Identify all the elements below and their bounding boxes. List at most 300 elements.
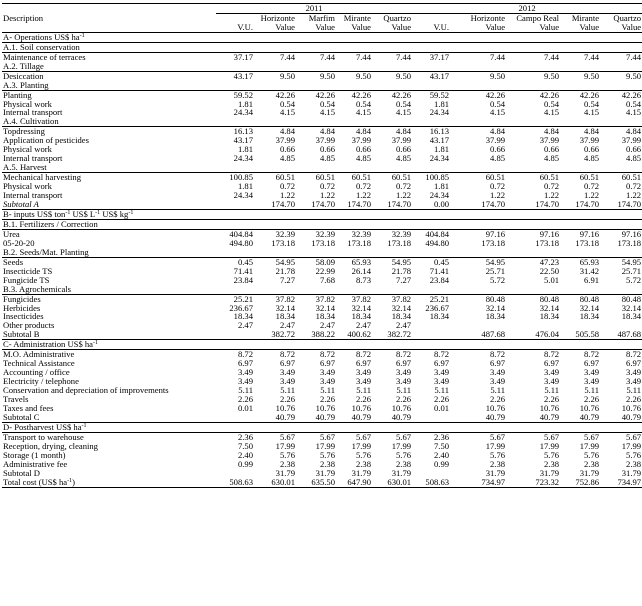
value-cell: 5.76 <box>279 449 295 460</box>
value-cell: 4.15 <box>396 107 412 118</box>
value-cell: 0.54 <box>626 98 642 109</box>
value-cell: 174.70 <box>535 199 560 210</box>
value-cell: 25.71 <box>485 265 506 276</box>
value-cell: 37.99 <box>485 135 506 146</box>
value-cell: 5.72 <box>490 274 506 285</box>
value-cell: 4.84 <box>396 126 412 137</box>
value-cell: 0.66 <box>490 144 506 155</box>
value-cell: 3.49 <box>355 367 371 378</box>
value-cell: 58.09 <box>315 256 335 267</box>
value-cell: 0.99 <box>237 458 253 469</box>
value-cell: 4.85 <box>396 153 412 164</box>
value-cell: 43.17 <box>233 70 253 81</box>
value-cell: 630.01 <box>372 478 412 487</box>
value-cell: 18.34 <box>621 311 642 322</box>
value-cell: 2.40 <box>237 449 253 460</box>
value-cell: 4.85 <box>490 153 506 164</box>
value-cell: 7.44 <box>396 51 412 62</box>
value-cell: 54.95 <box>275 256 295 267</box>
value-cell: 0.54 <box>544 98 560 109</box>
value-cell: 3.49 <box>279 376 295 387</box>
value-cell: 24.34 <box>233 153 253 164</box>
value-cell: 7.50 <box>434 440 450 451</box>
value-cell: 2.47 <box>319 320 335 331</box>
table-row <box>2 413 642 422</box>
label-text: Reception, drying, cleaning <box>3 440 98 451</box>
value-cell: 508.63 <box>412 478 450 487</box>
value-cell: 723.32 <box>506 478 560 487</box>
table-row <box>2 200 642 209</box>
value-cell: 1.22 <box>544 190 560 201</box>
value-cell: 7.44 <box>279 51 295 62</box>
value-cell: 32.39 <box>351 228 371 239</box>
value-cell <box>412 413 450 422</box>
value-cell: 0.54 <box>396 98 412 109</box>
value-cell: 2.26 <box>355 394 371 405</box>
value-cell: 42.26 <box>391 89 412 100</box>
value-header: Value <box>506 23 560 32</box>
value-cell: 17.99 <box>621 440 642 451</box>
value-header: Value <box>296 23 336 32</box>
value-cell: 2.40 <box>434 449 450 460</box>
value-cell: 5.01 <box>544 274 560 285</box>
value-cell: 635.50 <box>296 478 336 487</box>
value-cell: 3.49 <box>434 367 450 378</box>
value-cell: 71.41 <box>233 265 253 276</box>
value-cell: 6.97 <box>279 358 295 369</box>
section-title <box>2 422 642 432</box>
value-cell <box>412 330 450 339</box>
value-cell: 16.13 <box>429 126 450 137</box>
subsection-title <box>2 81 642 90</box>
value-cell: 5.67 <box>355 431 371 442</box>
value-cell: 5.67 <box>279 431 295 442</box>
value-cell: 37.99 <box>391 135 412 146</box>
value-cell: 24.34 <box>429 190 450 201</box>
value-cell: 4.15 <box>355 107 371 118</box>
value-cell: 37.99 <box>621 135 642 146</box>
value-cell <box>216 200 254 209</box>
value-cell: 0.54 <box>490 98 506 109</box>
value-cell: 508.63 <box>216 478 254 487</box>
value-cell: 2.36 <box>434 431 450 442</box>
value-cell: 2.38 <box>544 458 560 469</box>
value-cell: 6.97 <box>626 358 642 369</box>
label-text: US$ kg <box>100 208 129 219</box>
label-text: Insecticide TS <box>3 265 53 276</box>
value-cell: 1.81 <box>434 144 450 155</box>
label-text: Conservation and depreciation of improvements <box>3 385 169 396</box>
value-cell: 9.50 <box>584 70 600 81</box>
value-header: Value <box>450 23 506 32</box>
year-2012: 2012 <box>412 4 642 14</box>
value-cell: 388.22 <box>311 329 335 340</box>
value-cell: 42.26 <box>351 89 371 100</box>
value-cell: 5.11 <box>238 385 253 396</box>
value-cell: 42.26 <box>579 89 600 100</box>
value-cell: 476.04 <box>535 329 560 340</box>
value-cell: 17.99 <box>275 440 295 451</box>
value-cell: 54.95 <box>391 256 412 267</box>
value-cell: 25.71 <box>621 265 642 276</box>
value-cell: 3.49 <box>544 367 560 378</box>
value-cell: 26.14 <box>351 265 371 276</box>
value-header: Value <box>254 23 296 32</box>
value-cell: 31.79 <box>539 467 560 478</box>
value-cell: 3.49 <box>626 376 642 387</box>
value-cell: 2.26 <box>319 394 335 405</box>
value-cell: 21.78 <box>391 265 412 276</box>
subsection-title <box>2 62 642 71</box>
value-cell: 18.34 <box>429 311 450 322</box>
label-text: Physical work <box>3 144 52 155</box>
value-cell: 9.50 <box>626 70 642 81</box>
value-cell: 37.17 <box>429 51 450 62</box>
value-cell: 18.34 <box>275 311 295 322</box>
label-text: Subtotal D <box>3 467 41 478</box>
label-text: C- Administration US$ ha <box>3 339 93 350</box>
value-cell: 0.45 <box>237 256 253 267</box>
value-cell: 60.51 <box>391 172 412 183</box>
value-cell: 60.51 <box>539 172 560 183</box>
value-cell: 17.99 <box>315 440 335 451</box>
value-cell: 65.93 <box>579 256 600 267</box>
value-cell: 18.34 <box>315 311 335 322</box>
subsection-title <box>2 285 642 294</box>
value-cell: 10.76 <box>315 402 335 413</box>
value-cell: 5.67 <box>396 431 412 442</box>
value-cell: 6.97 <box>584 358 600 369</box>
value-cell: 37.82 <box>391 293 412 304</box>
farm-header: Horizonte <box>470 12 506 23</box>
value-cell: 10.76 <box>621 402 642 413</box>
value-cell: 2.47 <box>279 320 295 331</box>
value-cell: 32.14 <box>275 302 295 313</box>
label-text: Subtotal A <box>3 199 39 210</box>
label-text: B.2. Seeds/Mat. Planting <box>3 246 89 257</box>
value-cell: 173.18 <box>575 237 600 248</box>
value-cell: 2.38 <box>355 458 371 469</box>
value-cell: 3.49 <box>237 367 253 378</box>
value-cell: 25.21 <box>233 293 253 304</box>
section-title <box>2 340 642 350</box>
value-cell: 0.00 <box>434 199 450 210</box>
label-text: A.1. Soil conservation <box>3 41 80 52</box>
value-cell: 9.50 <box>355 70 371 81</box>
label-text: Other products <box>3 320 55 331</box>
value-cell: 100.85 <box>229 172 253 183</box>
value-cell: 100.85 <box>425 172 450 183</box>
value-cell: 54.95 <box>621 256 642 267</box>
value-cell <box>412 321 450 330</box>
label-text: B.1. Fertilizers / Correction <box>3 218 98 229</box>
value-cell: 97.16 <box>485 228 506 239</box>
farm-header: Marfim <box>308 12 335 23</box>
value-cell: 4.85 <box>355 153 371 164</box>
value-cell: 0.54 <box>584 98 600 109</box>
value-cell: 3.49 <box>237 376 253 387</box>
value-cell: 2.26 <box>544 394 560 405</box>
value-cell <box>216 330 254 339</box>
value-cell: 3.49 <box>396 376 412 387</box>
label-text: Desiccation <box>3 70 44 81</box>
value-cell: 2.26 <box>434 394 450 405</box>
value-cell: 42.26 <box>539 89 560 100</box>
value-cell: 5.11 <box>280 385 295 396</box>
subsection-header-row <box>2 219 642 229</box>
value-cell: 173.18 <box>387 237 412 248</box>
value-cell: 2.38 <box>490 458 506 469</box>
cost-table <box>2 3 642 488</box>
value-cell: 18.34 <box>391 311 412 322</box>
value-cell: 80.48 <box>579 293 600 304</box>
value-cell: 173.18 <box>347 237 371 248</box>
value-cell: 4.84 <box>626 126 642 137</box>
value-cell: 17.99 <box>391 440 412 451</box>
value-cell: 5.76 <box>319 449 335 460</box>
value-cell: 5.11 <box>544 385 560 396</box>
value-cell: 8.72 <box>434 349 450 360</box>
section-title <box>2 209 642 219</box>
value-cell: 5.11 <box>490 385 506 396</box>
value-cell: 16.13 <box>233 126 253 137</box>
value-cell: 18.34 <box>579 311 600 322</box>
table-row <box>2 52 642 61</box>
year-2011: 2011 <box>216 4 412 14</box>
value-header: Value <box>560 23 600 32</box>
value-cell: 1.22 <box>584 190 600 201</box>
value-cell: 65.93 <box>351 256 371 267</box>
value-cell: 21.78 <box>275 265 295 276</box>
label-text: B- inputs US$ ton <box>3 208 66 219</box>
value-cell: 505.58 <box>575 329 600 340</box>
value-cell: 1.22 <box>319 190 335 201</box>
value-cell: 5.11 <box>434 385 450 396</box>
value-cell: 4.85 <box>319 153 335 164</box>
value-cell: 0.01 <box>434 402 450 413</box>
table-row <box>2 478 642 487</box>
value-cell: 5.76 <box>355 449 371 460</box>
value-cell: 7.44 <box>544 51 560 62</box>
value-cell: 4.15 <box>584 107 600 118</box>
value-cell: 40.79 <box>391 411 412 422</box>
unit-exponent: -1 <box>93 340 98 347</box>
value-cell: 2.38 <box>396 458 412 469</box>
value-cell: 0.72 <box>279 181 295 192</box>
table-row <box>2 108 642 117</box>
value-cell: 3.49 <box>355 376 371 387</box>
value-cell: 60.51 <box>579 172 600 183</box>
value-cell: 1.81 <box>237 98 253 109</box>
value-cell: 0.01 <box>237 402 253 413</box>
label-text: Administrative fee <box>3 458 68 469</box>
value-cell: 97.16 <box>579 228 600 239</box>
value-cell: 18.34 <box>351 311 371 322</box>
value-cell: 37.99 <box>579 135 600 146</box>
label-text: Total cost (US$ ha <box>3 476 68 487</box>
value-cell: 7.44 <box>355 51 371 62</box>
value-header: Value <box>600 23 642 32</box>
value-cell: 4.85 <box>584 153 600 164</box>
value-cell: 4.85 <box>544 153 560 164</box>
value-cell: 22.50 <box>539 265 560 276</box>
value-cell: 2.38 <box>319 458 335 469</box>
value-cell: 37.82 <box>351 293 371 304</box>
value-cell: 24.34 <box>233 190 253 201</box>
value-cell: 2.26 <box>396 394 412 405</box>
value-cell: 174.70 <box>617 199 642 210</box>
value-cell: 37.99 <box>315 135 335 146</box>
value-cell: 25.21 <box>429 293 450 304</box>
value-header: Value <box>336 23 372 32</box>
value-cell: 174.70 <box>387 199 412 210</box>
value-cell: 5.76 <box>626 449 642 460</box>
value-cell: 40.79 <box>485 411 506 422</box>
value-cell: 10.76 <box>579 402 600 413</box>
farm-header: Mirante <box>571 12 600 23</box>
value-cell: 32.14 <box>539 302 560 313</box>
value-cell: 236.67 <box>229 302 253 313</box>
label-text: Fungicides <box>3 293 41 304</box>
value-cell: 734.97 <box>600 478 642 487</box>
label-text: Planting <box>3 89 32 100</box>
farm-header: Mirante <box>343 12 371 23</box>
value-cell: 236.67 <box>425 302 450 313</box>
value-cell: 4.84 <box>490 126 506 137</box>
value-cell: 0.66 <box>279 144 295 155</box>
value-cell: 174.70 <box>347 199 371 210</box>
value-cell: 32.14 <box>315 302 335 313</box>
value-cell: 10.76 <box>539 402 560 413</box>
label-text: 05-20-20 <box>3 237 35 248</box>
value-cell: 6.97 <box>434 358 450 369</box>
value-cell: 80.48 <box>621 293 642 304</box>
value-cell: 24.34 <box>429 107 450 118</box>
value-cell: 400.62 <box>347 329 371 340</box>
value-cell: 37.17 <box>233 51 253 62</box>
label-text: Transport to warehouse <box>3 431 84 442</box>
unit-exponent: -1 <box>95 209 101 216</box>
unit-exponent: -1 <box>128 209 134 216</box>
label-text: Topdressing <box>3 126 45 137</box>
value-cell: 31.42 <box>579 265 600 276</box>
farm-header: Quartzo <box>613 12 642 23</box>
value-cell: 4.85 <box>279 153 295 164</box>
value-cell: 5.67 <box>490 431 506 442</box>
value-cell: 5.72 <box>626 274 642 285</box>
label-text: Seeds <box>3 256 24 267</box>
value-cell: 734.97 <box>450 478 506 487</box>
description-header: Description <box>3 12 44 23</box>
value-cell: 6.91 <box>584 274 600 285</box>
value-cell: 2.47 <box>237 320 253 331</box>
unit-exponent: -1 <box>81 422 87 429</box>
value-cell: 1.81 <box>434 98 450 109</box>
value-cell: 37.99 <box>275 135 295 146</box>
value-cell: 97.16 <box>621 228 642 239</box>
unit-exponent: -1 <box>67 477 73 484</box>
value-cell: 7.27 <box>279 274 295 285</box>
value-cell: 487.68 <box>481 329 506 340</box>
value-cell: 31.79 <box>391 467 412 478</box>
value-cell: 9.50 <box>396 70 412 81</box>
value-cell: 1.22 <box>355 190 371 201</box>
value-cell: 6.97 <box>319 358 335 369</box>
subsection-header-row <box>2 81 642 90</box>
value-cell: 0.72 <box>544 181 560 192</box>
value-cell: 1.81 <box>237 181 253 192</box>
value-cell: 5.67 <box>319 431 335 442</box>
value-cell: 0.72 <box>396 181 412 192</box>
value-cell: 0.72 <box>490 181 506 192</box>
label-text: B.3. Agrochemicals <box>3 283 72 294</box>
header-blank <box>2 4 216 14</box>
value-cell: 10.76 <box>485 402 506 413</box>
subsection-header-row <box>2 248 642 257</box>
value-cell: 10.76 <box>275 402 295 413</box>
value-cell: 8.73 <box>355 274 371 285</box>
value-cell: 0.66 <box>584 144 600 155</box>
value-cell: 174.70 <box>311 199 335 210</box>
section-header-row <box>2 32 642 42</box>
label-text: Travels <box>3 394 29 405</box>
value-cell: 8.72 <box>544 349 560 360</box>
value-cell: 8.72 <box>319 349 335 360</box>
label-text: Storage (1 month) <box>3 449 66 460</box>
header-year-row <box>2 4 642 14</box>
value-cell: 9.50 <box>279 70 295 81</box>
value-cell: 174.70 <box>481 199 506 210</box>
label-text: Herbicides <box>3 302 41 313</box>
value-cell: 47.23 <box>539 256 560 267</box>
value-cell: 3.49 <box>396 367 412 378</box>
value-cell: 17.99 <box>485 440 506 451</box>
value-cell: 9.50 <box>544 70 560 81</box>
value-cell: 8.72 <box>584 349 600 360</box>
label-text: Subtotal B <box>3 329 40 340</box>
value-cell: 32.39 <box>275 228 295 239</box>
value-cell: 4.15 <box>490 107 506 118</box>
value-cell: 173.18 <box>535 237 560 248</box>
value-cell: 2.26 <box>279 394 295 405</box>
value-cell: 42.26 <box>315 89 335 100</box>
farm-header: Quartzo <box>383 12 412 23</box>
value-cell: 4.84 <box>279 126 295 137</box>
value-cell: 17.99 <box>539 440 560 451</box>
value-cell: 752.86 <box>560 478 600 487</box>
label-text: Technical Assistance <box>3 358 75 369</box>
farm-header: Horizonte <box>260 12 295 23</box>
value-cell: 0.72 <box>626 181 642 192</box>
value-cell: 54.95 <box>485 256 506 267</box>
value-cell: 59.52 <box>429 89 450 100</box>
subsection-header-row <box>2 285 642 294</box>
table-row <box>2 239 642 248</box>
value-cell: 40.79 <box>579 411 600 422</box>
label-text: D- Postharvest US$ ha <box>3 421 82 432</box>
value-cell: 40.79 <box>621 411 642 422</box>
value-cell: 0.54 <box>279 98 295 109</box>
row-label <box>2 386 216 395</box>
value-cell: 60.51 <box>485 172 506 183</box>
value-cell: 2.26 <box>237 394 253 405</box>
value-cell: 9.50 <box>490 70 506 81</box>
value-cell: 4.15 <box>279 107 295 118</box>
label-text: Electricity / telephone <box>3 376 79 387</box>
value-cell: 6.97 <box>355 358 371 369</box>
value-cell: 2.26 <box>490 394 506 405</box>
value-cell: 23.84 <box>429 274 450 285</box>
